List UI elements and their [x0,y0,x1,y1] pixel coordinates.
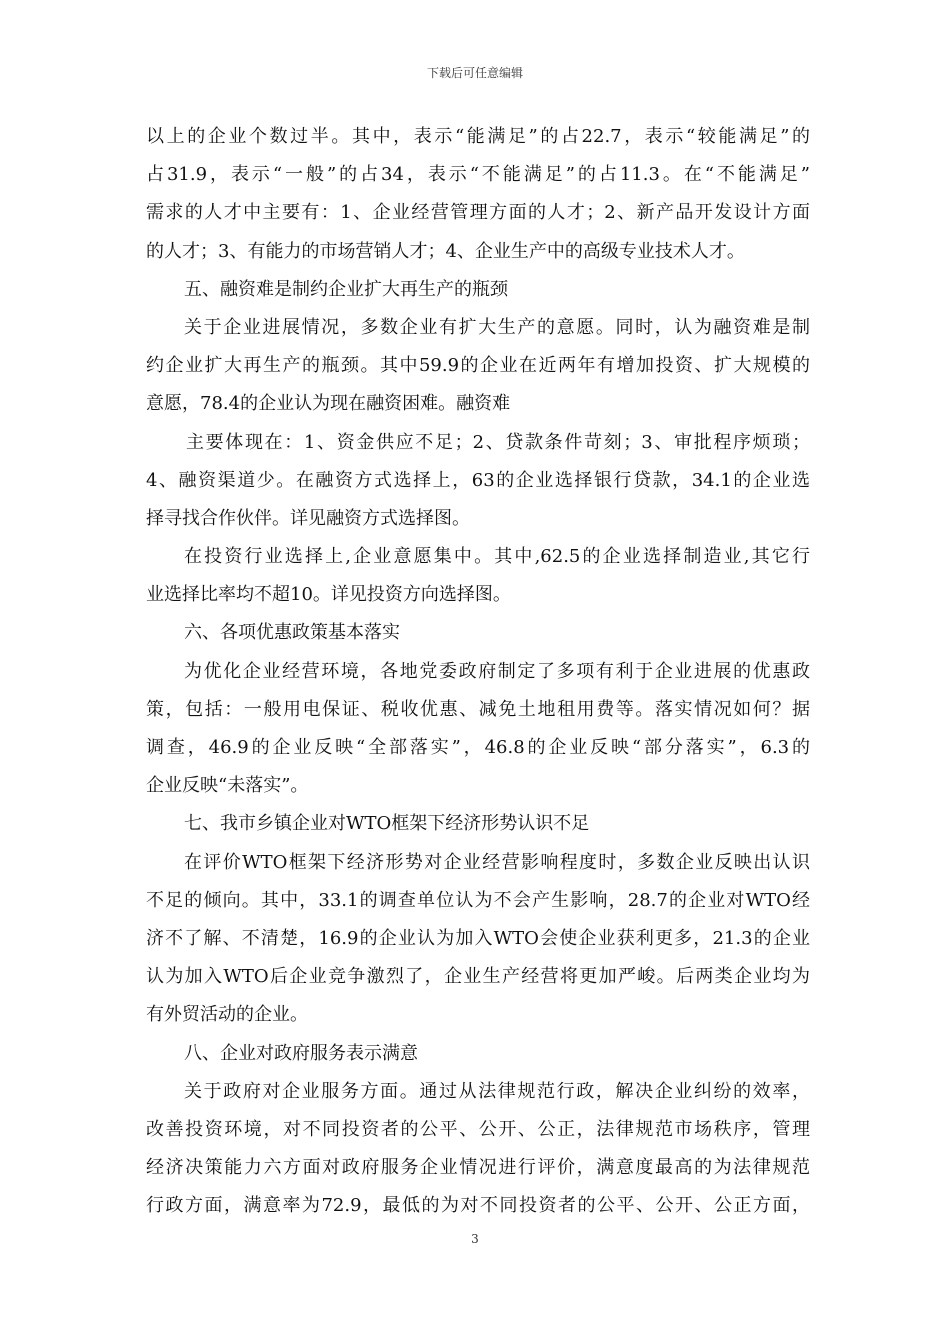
text-line: 调查，46.9的企业反映“全部落实”，46.8的企业反映“部分落实”，6.3的 [146,737,810,758]
text-line: 以上的企业个数过半。其中，表示“能满足”的占22.7，表示“较能满足”的 [146,126,810,147]
text-line: 主要体现在：1、资金供应不足；2、贷款条件苛刻；3、审批程序烦琐； [186,431,810,453]
section-heading: 七、我市乡镇企业对WTO框架下经济形势认识不足 [184,813,590,835]
text-line: 策，包括：一般用电保证、税收优惠、减免土地租用费等。落实情况如何？据 [146,698,810,720]
text-line: 约企业扩大再生产的瓶颈。其中59.9的企业在近两年有增加投资、扩大规模的 [146,355,810,377]
page-number: 3 [471,1232,479,1246]
text-line: 有外贸活动的企业。 [146,1004,308,1026]
text-line: 认为加入WTO后企业竞争激烈了，企业生产经营将更加严峻。后两类企业均为 [146,966,810,988]
text-line: 济不了解、不清楚，16.9的企业认为加入WTO会使企业获利更多，21.3的企业 [146,927,810,949]
text-line: 在投资行业选择上,企业意愿集中。其中,62.5的企业选择制造业,其它行 [184,546,810,568]
text-line: 关于企业进展情况，多数企业有扩大生产的意愿。同时，认为融资难是制 [184,316,810,338]
text-line: 在评价WTO框架下经济形势对企业经营影响程度时，多数企业反映出认识 [184,851,810,873]
text-line: 择寻找合作伙伴。详见融资方式选择图。 [146,507,470,529]
text-line: 为优化企业经营环境，各地党委政府制定了多项有利于企业进展的优惠政 [184,660,810,682]
text-line: 需求的人才中主要有：1、企业经营管理方面的人才；2、新产品开发设计方面 [146,202,810,224]
section-heading: 六、各项优惠政策基本落实 [184,622,400,644]
text-line: 不足的倾向。其中，33.1的调查单位认为不会产生影响，28.7的企业对WTO经 [146,889,810,911]
page-header: 下载后可任意编辑 [426,66,523,80]
text-line: 改善投资环境，对不同投资者的公平、公开、公正，法律规范市场秩序，管理 [146,1118,810,1140]
section-heading: 五、融资难是制约企业扩大再生产的瓶颈 [184,278,508,300]
text-line: 4、融资渠道少。在融资方式选择上，63的企业选择银行贷款，34.1的企业选 [146,469,810,491]
text-line: 意愿，78.4的企业认为现在融资困难。融资难 [146,393,511,415]
text-line: 行政方面，满意率为72.9，最低的为对不同投资者的公平、公开、公正方面， [146,1195,810,1217]
section-heading: 八、企业对政府服务表示满意 [184,1042,418,1064]
text-line: 业选择比率均不超10。详见投资方向选择图。 [146,584,511,606]
text-line: 经济决策能力六方面对政府服务企业情况进行评价，满意度最高的为法律规范 [146,1157,810,1179]
text-line: 的人才；3、有能力的市场营销人才；4、企业生产中的高级专业技术人才。 [146,240,745,262]
text-line: 企业反映“未落实”。 [146,775,309,797]
document-body [146,118,810,1225]
text-line: 关于政府对企业服务方面。通过从法律规范行政，解决企业纠纷的效率， [184,1080,810,1102]
text-line: 占31.9，表示“一般”的占34，表示“不能满足”的占11.3。在“不能满足” [146,164,810,186]
